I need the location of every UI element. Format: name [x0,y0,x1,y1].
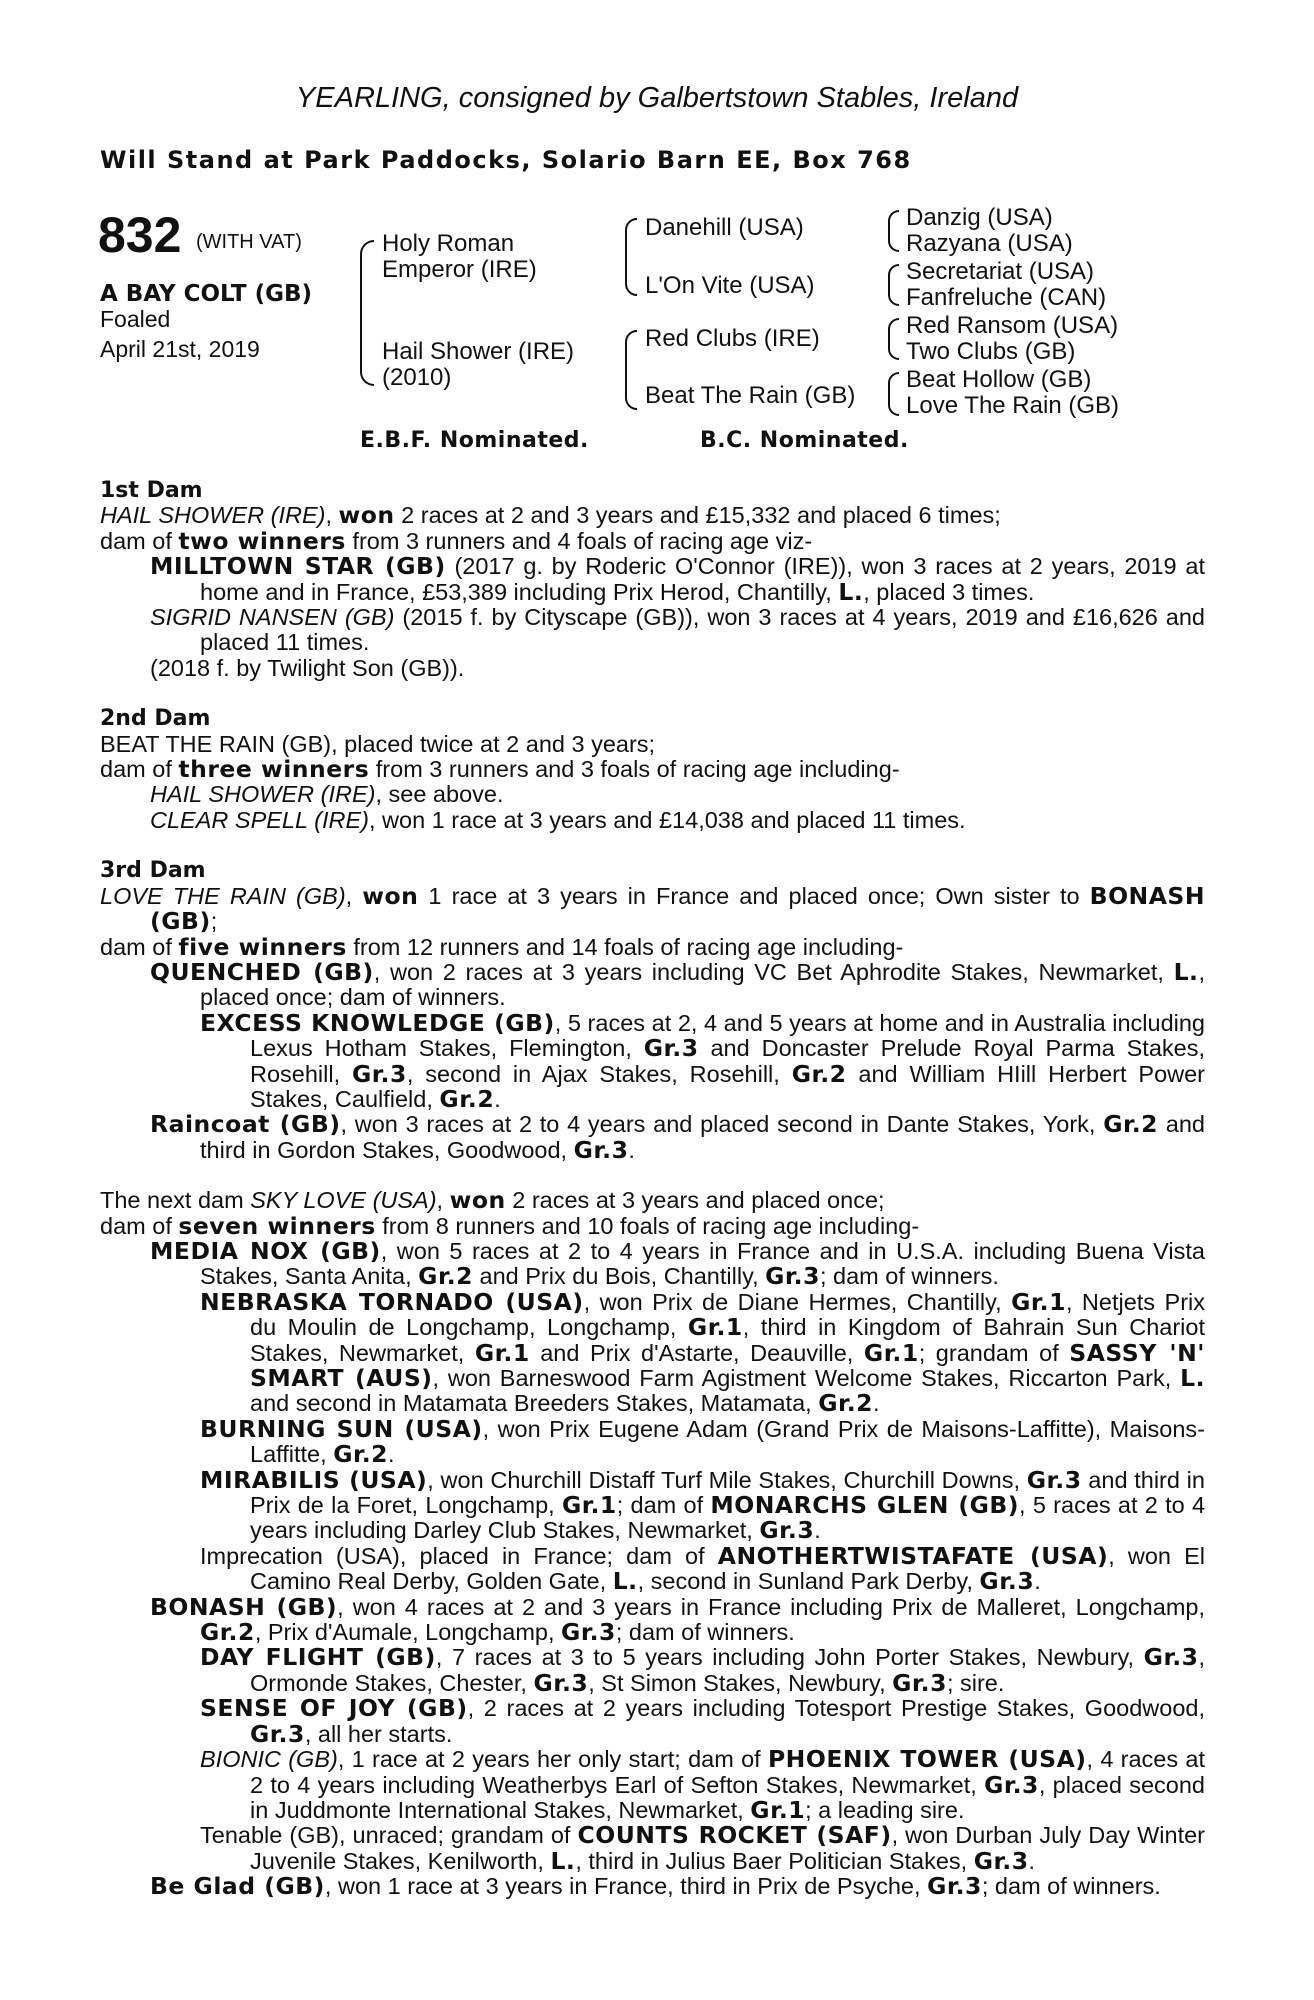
text-run: , won Durban July Day Winter Juvenile Stakes, Kenilworth, [250,1822,1205,1874]
italic-run: SKY LOVE (USA) [250,1187,437,1214]
text-run: , won Prix Eugene Adam (Grand Prix de Maisons-Laffitte), Maisons-Laffitte, [250,1415,1206,1468]
bold-run: seven winners [178,1211,376,1240]
bold-run: L. [612,1567,638,1596]
bold-run: Gr.3 [1143,1643,1199,1672]
text-run: , won Barneswood Farm Agistment Welcome Stakes, Riccarton Park, [432,1365,1181,1391]
bold-run: Gr.3 [561,1618,616,1647]
progeny-entry [100,1696,1205,1747]
text-run: , all her starts. [304,1720,453,1747]
text-run: and third in Gordon Stakes, Goodwood, [200,1111,1205,1163]
progeny-entry [100,1541,1205,1596]
ebf-nominated: E.B.F. Nominated. [360,428,589,453]
text-run: Tenable (GB), unraced; grandam of [200,1822,578,1849]
text-run: . [1034,1568,1041,1595]
grandparent-4: Fanfreluche (CAN) [906,284,1107,311]
text-run: and William HIill Herbert Power Stakes, Caulfield, [250,1060,1205,1112]
italic-run: BIONIC (GB) [200,1746,338,1773]
dam-line [100,503,1205,528]
bold-run: won [338,501,395,530]
dam-line [100,1188,1205,1213]
bold-run: MONARCHS GLEN (GB) [710,1491,1020,1520]
dam-year: (2010) [382,364,452,391]
progeny-entry [100,782,1205,807]
bold-run: L. [1180,1364,1206,1392]
bold-run: Gr.3 [352,1059,407,1088]
bold-run: three winners [178,755,370,784]
bold-run: Gr.3 [765,1262,820,1291]
second-dam-section [100,706,1205,833]
text-run: , 7 races at 3 to 5 years including John Porter Stakes, Newbury, [435,1644,1144,1671]
sire-name: Holy Roman [382,230,515,257]
text-run: Imprecation (USA), placed in France; dam of [200,1542,718,1569]
bold-run: Raincoat (GB) [150,1110,341,1139]
text-run: , St Simon Stakes, Newbury, [588,1669,893,1696]
bold-run: Gr.3 [573,1135,629,1164]
foaled-info [100,304,260,364]
dam-sire: Red Clubs (IRE) [645,325,820,352]
text-run: , 1 race at 2 years her only start; dam of [337,1746,768,1773]
bold-run: SASSY 'N' SMART (AUS) [250,1338,1205,1392]
dam-produce-line [100,526,1205,555]
bold-run: Gr.2 [439,1084,495,1113]
text-run: , won Prix de Diane Hermes, Chantilly, [583,1288,1012,1315]
bold-run: BURNING SUN (USA) [200,1414,483,1443]
text-run: , see above. [375,781,504,808]
text-run: from 3 runners and 3 foals of racing age including- [369,756,900,783]
vat-note: (WITH VAT) [196,231,302,253]
grandparent-8: Love The Rain (GB) [906,392,1119,419]
bold-run: ANOTHERTWISTAFATE (USA) [717,1541,1109,1570]
dam-produce-line [100,757,1205,782]
pedigree-brace [888,264,899,306]
text-run: ; dam of [616,1492,711,1519]
progeny-entry [100,1287,1206,1418]
pedigree-brace [360,240,374,386]
bold-run: MILLTOWN STAR (GB) [150,552,446,581]
text-run: and Prix d'Astarte, Deauville, [529,1339,864,1366]
text-run: . [1028,1847,1036,1874]
text-run: , second in Sunland Park Derby, [637,1568,980,1595]
text-run: ; dam of winners. [615,1619,795,1646]
text-run: from 8 runners and 10 foals of racing age including- [375,1212,920,1239]
progeny-entry [100,808,1205,833]
text-run: ; [210,908,218,935]
catalogue-body [100,478,1205,1900]
text-run: , won 1 race at 3 years in France, third in Prix de Psyche, [324,1873,928,1900]
grandparent-1: Danzig (USA) [906,204,1053,231]
bold-run: Gr.3 [927,1872,982,1901]
bold-run: Gr.2 [1103,1110,1159,1139]
section-heading: 1st Dam [100,478,203,503]
text-run: , third in Kingdom of Bahrain Sun Chariot Stakes, Newmarket, [250,1314,1205,1366]
text-run: , 5 races at 2, 4 and 5 years at home and in Australia including Lexus Hotham Stakes, Flemington, [250,1009,1205,1062]
bold-run: QUENCHED (GB) [150,957,374,986]
text-run: , Prix d'Aumale, Longchamp, [254,1619,562,1646]
progeny-entry [100,554,1205,605]
text-run: , won 5 races at 2 to 4 years in France and in U.S.A. including Buena Vista Stakes, Santa Anita, [200,1237,1205,1290]
lot-consignor-title: YEARLING, consigned by Galbertstown Stables, Ireland [295,82,1019,114]
italic-run: LOVE THE RAIN (GB) [100,882,346,909]
bold-run: Gr.1 [863,1338,919,1367]
progeny-entry [100,1465,1206,1545]
pedigree-brace [888,318,899,360]
text-run: , [436,1187,450,1214]
bold-run: DAY FLIGHT (GB) [200,1643,436,1672]
progeny-entry [100,1236,1205,1291]
bold-run: L. [838,577,864,606]
text-run: , [325,502,339,529]
bold-run: Gr.1 [1011,1287,1066,1316]
bold-run: Gr.3 [643,1034,699,1063]
text-run: , won 3 races at 2 to 4 years and placed second in Dante Stakes, York, [340,1111,1104,1138]
text-run: dam of [100,527,179,554]
bold-run: L. [1173,957,1199,986]
progeny-entry [100,1414,1206,1469]
bold-run: Gr.1 [474,1338,530,1367]
bold-run: MEDIA NOX (GB) [150,1236,381,1265]
bold-run: Be Glad (GB) [150,1872,325,1901]
bold-run: Gr.2 [818,1389,874,1418]
pedigree-brace [888,372,899,416]
text-run: (2018 f. by Twilight Son (GB)). [150,654,465,681]
italic-run: HAIL SHOWER (IRE) [150,781,376,808]
stabling-location: Will Stand at Park Paddocks, Solario Barn EE, Box 768 [100,146,912,174]
text-run: ; dam of winners. [819,1263,999,1290]
bold-run: NEBRASKA TORNADO (USA) [200,1287,584,1316]
grandparent-5: Red Ransom (USA) [906,312,1119,339]
bold-run: Gr.3 [984,1770,1039,1799]
grandparent-2: Razyana (USA) [906,230,1073,257]
text-run: , won El Camino Real Derby, Golden Gate, [250,1542,1205,1595]
bold-run: Gr.2 [791,1059,847,1088]
text-run: , placed once; dam of winners. [200,958,1205,1011]
grandparent-7: Beat Hollow (GB) [906,366,1092,393]
text-run: , 5 races at 2 to 4 years including Darley Club Stakes, Newmarket, [250,1492,1206,1544]
bold-run: Gr.3 [973,1846,1029,1875]
bold-run: SENSE OF JOY (GB) [200,1694,468,1723]
grandparent-6: Two Clubs (GB) [906,338,1076,365]
text-run: , Ormonde Stakes, Chester, [250,1644,1206,1696]
text-run: and Doncaster Prelude Royal Parma Stakes, Rosehill, [250,1035,1205,1087]
text-run: , third in Julius Baer Politician Stakes, [575,1847,974,1874]
bold-run: COUNTS ROCKET (SAF) [577,1821,892,1850]
dam-line [100,732,1205,757]
text-run: , won 1 race at 3 years and £14,038 and placed 11 times. [368,806,966,833]
text-run: dam of [100,933,179,960]
dam-produce-line [100,932,1205,961]
text-run: , placed second in Juddmonte International Stakes, Newmarket, [250,1771,1205,1823]
sire-name-line2: Emperor (IRE) [382,256,537,283]
progeny-entry [100,1592,1205,1647]
progeny-entry [100,1008,1205,1113]
text-run: . [873,1390,880,1417]
bold-run: PHOENIX TOWER (USA) [767,1745,1087,1774]
italic-run: CLEAR SPELL (IRE) [150,806,369,833]
bold-run: won [449,1186,506,1215]
bold-run: Gr.3 [979,1567,1035,1596]
pedigree-brace [888,210,899,252]
text-run: , Netjets Prix du Moulin de Longchamp, Longchamp, [250,1288,1205,1341]
bold-run: Gr.3 [250,1719,305,1748]
text-run: 2 races at 2 and 3 years and £15,332 and placed 6 times; [394,502,1001,529]
text-run: ; sire. [946,1669,1005,1696]
text-run: from 3 runners and 4 foals of racing age viz- [345,527,813,554]
text-run: BEAT THE RAIN (GB), placed twice at 2 and 3 years; [100,730,656,757]
bold-run: EXCESS KNOWLEDGE (GB) [200,1008,555,1037]
text-run: , 4 races at 2 to 4 years including Weatherbys Earl of Sefton Stakes, Newmarket, [250,1746,1206,1798]
lot-description: A BAY COLT (GB) [100,281,313,307]
foaled-label: Foaled [100,306,171,332]
progeny-entry [100,957,1205,1011]
text-run: , [345,882,363,909]
progeny-entry [100,605,1205,656]
bold-run: Gr.3 [892,1668,947,1697]
next-dam-section [100,1188,1205,1899]
bold-run: Gr.1 [687,1313,743,1342]
dam-name: Hail Shower (IRE) [382,338,575,365]
sire-dam: L'On Vite (USA) [645,272,815,299]
section-heading: 3rd Dam [100,858,206,884]
text-run: , second in Ajax Stakes, Rosehill, [406,1060,792,1087]
progeny-entry [100,1874,1205,1899]
first-dam-section [100,478,1205,681]
text-run: from 12 runners and 14 foals of racing age including- [346,933,904,960]
bold-run: Gr.3 [759,1516,815,1545]
text-run: (2017 g. by Roderic O'Connor (IRE)), won 3 races at 2 years, 2019 at home and in France, £53,389 including Prix Herod, Chantilly, [200,553,1205,605]
bold-run: Gr.2 [200,1618,255,1647]
text-run: dam of [100,756,179,783]
text-run: The next dam [100,1187,251,1214]
progeny-entry [100,1645,1205,1696]
text-run: 2 races at 3 years and placed once; [505,1187,885,1214]
third-dam-section [100,858,1205,1163]
text-run: , won 2 races at 3 years including VC Bet Aphrodite Stakes, Newmarket, [373,958,1174,985]
bold-run: Gr.3 [1026,1465,1082,1494]
text-run: ; grandam of [918,1339,1070,1366]
bold-run: Gr.2 [418,1262,473,1291]
text-run: ; dam of winners. [981,1873,1161,1900]
bold-run: two winners [178,526,346,555]
progeny-entry [100,1747,1205,1823]
dam-dam: Beat The Rain (GB) [645,382,856,409]
text-run: , won Churchill Distaff Turf Mile Stakes, Churchill Downs, [427,1466,1027,1493]
text-run: and second in Matamata Breeders Stakes, Matamata, [250,1390,819,1417]
bc-nominated: B.C. Nominated. [700,428,909,453]
text-run: ; a leading sire. [805,1796,965,1823]
bold-run: L. [550,1846,576,1875]
bold-run: Gr.2 [333,1440,388,1469]
italic-run: HAIL SHOWER (IRE) [100,502,326,529]
progeny-entry [100,1112,1205,1163]
text-run: and Prix du Bois, Chantilly, [472,1263,766,1290]
text-run: dam of [100,1212,179,1239]
text-run: , placed 3 times. [863,578,1035,605]
text-run: . [388,1441,395,1468]
foaled-date: April 21st, 2019 [100,336,260,362]
italic-run: SIGRID NANSEN (GB) [150,604,395,631]
text-run: . [494,1085,501,1112]
lot-number: 832 [98,207,182,263]
pedigree-brace [625,330,637,410]
bold-run: BONASH (GB) [150,1592,338,1621]
dam-line [100,881,1206,936]
text-run: . [628,1136,635,1163]
bold-run: won [362,881,419,910]
grandparent-3: Secretariat (USA) [906,258,1095,285]
bold-run: BONASH (GB) [150,881,1206,936]
text-run: 1 race at 3 years in France and placed once; Own sister to [418,882,1090,909]
pedigree-brace [625,218,637,296]
progeny-entry [100,1823,1205,1874]
bold-run: Gr.1 [561,1491,617,1520]
text-run: (2015 f. by Cityscape (GB)), won 3 races at 4 years, 2019 and £16,626 and placed 11 times. [200,604,1205,656]
text-run: . [814,1517,821,1544]
bold-run: Gr.3 [533,1668,589,1697]
text-run: , 2 races at 2 years including Totesport Prestige Stakes, Goodwood, [467,1695,1206,1722]
text-run: and third in Prix de la Foret, Longchamp, [250,1466,1205,1519]
section-heading: 2nd Dam [100,706,211,732]
bold-run: five winners [178,932,347,961]
bold-run: Gr.1 [750,1795,806,1824]
dam-produce-line [100,1211,1205,1240]
text-run: , won 4 races at 2 and 3 years in France including Prix de Malleret, Longchamp, [337,1593,1205,1620]
progeny-entry [100,656,1205,681]
bold-run: MIRABILIS (USA) [200,1465,428,1494]
sire-sire: Danehill (USA) [645,214,804,241]
